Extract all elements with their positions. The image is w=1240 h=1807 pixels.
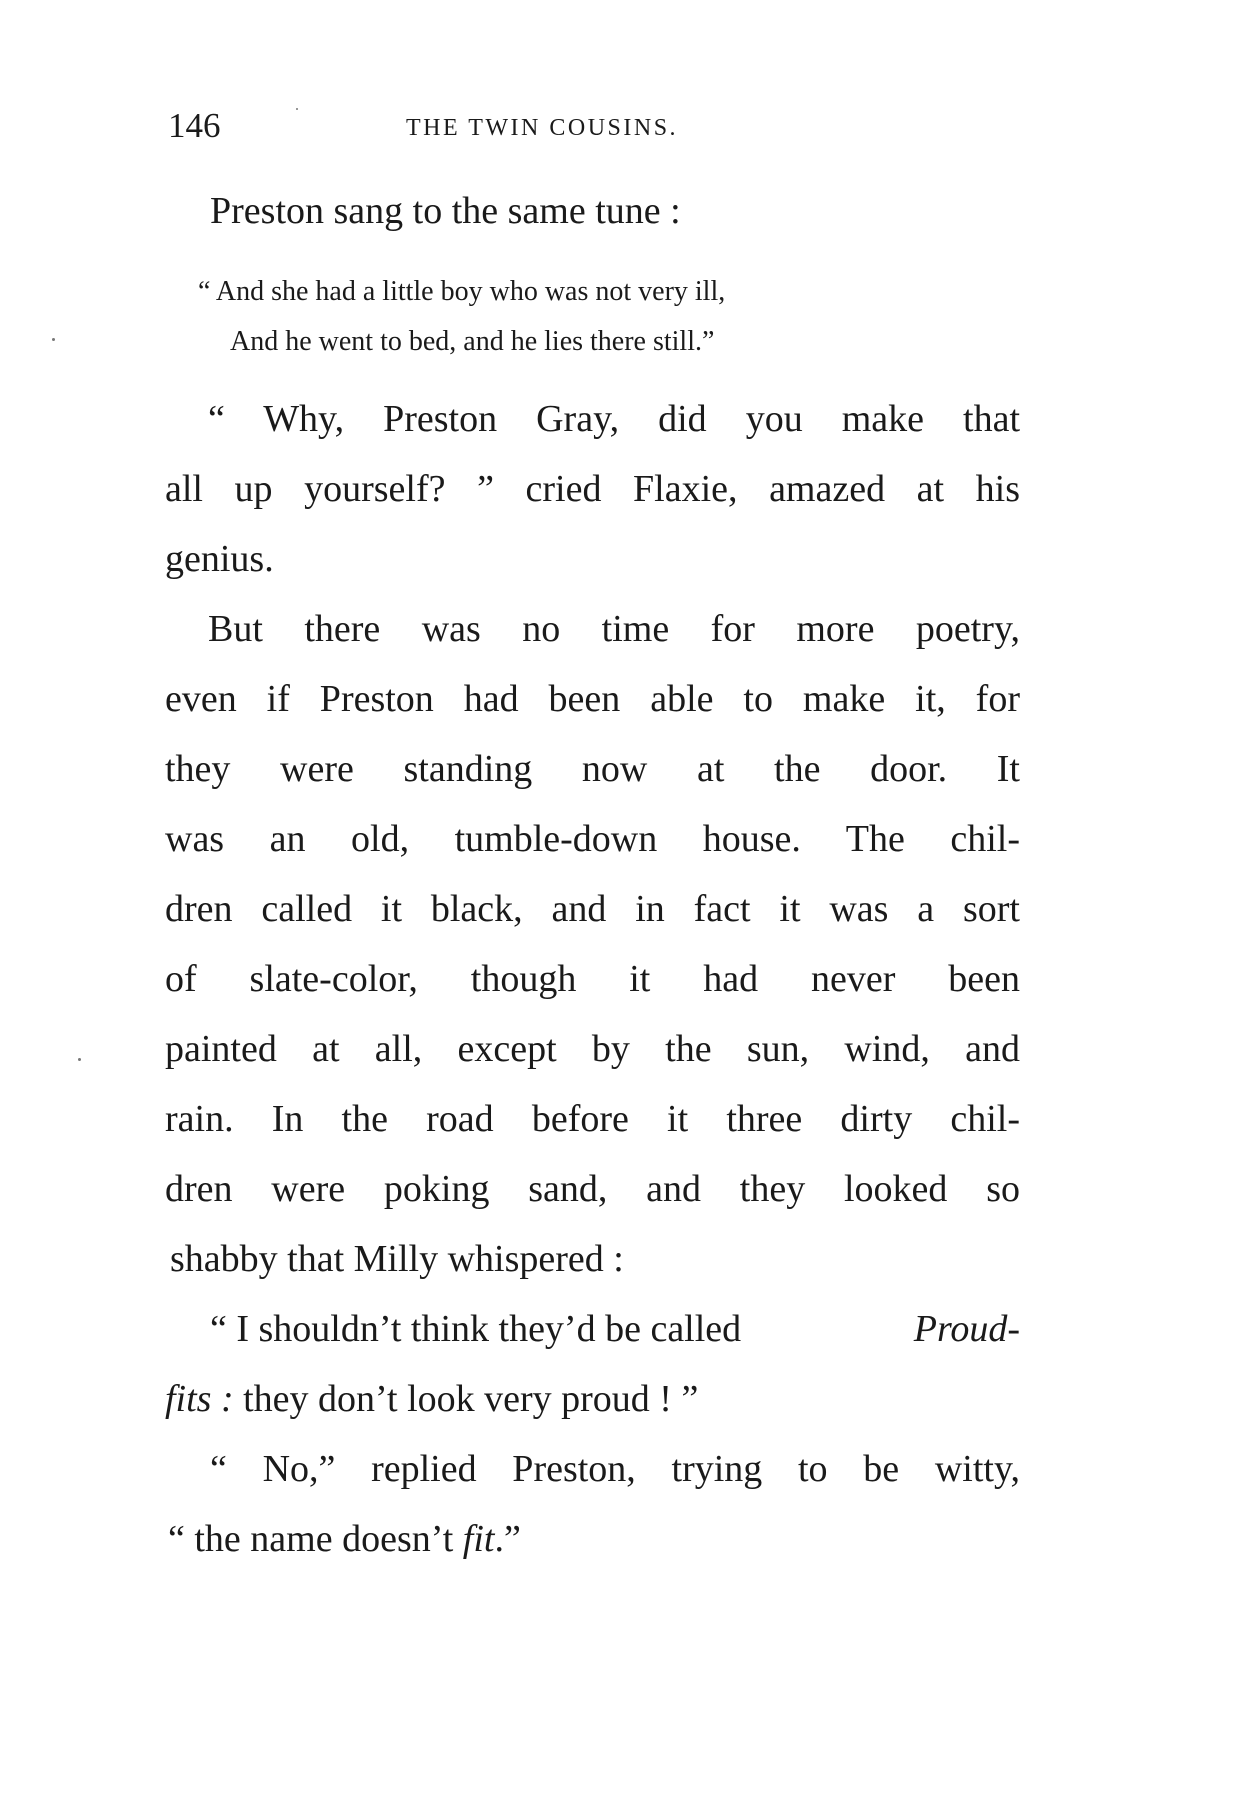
italic-word: Proud-	[913, 1308, 1020, 1350]
paragraph-line: But there was no time for more poetry,	[208, 608, 1020, 650]
paragraph-line	[210, 1304, 1020, 1354]
verse-line-2: And he went to bed, and he lies there still.”	[230, 326, 715, 357]
line-text: they don’t look very proud ! ”	[233, 1378, 699, 1420]
paragraph-line: all up yourself? ” cried Flaxie, amazed at his	[165, 468, 1020, 510]
paragraph-line: genius.	[165, 538, 274, 580]
paragraph-line: painted at all, except by the sun, wind, and	[165, 1028, 1020, 1070]
paragraph-line: even if Preston had been able to make it, for	[165, 678, 1020, 720]
paragraph-line: they were standing now at the door. It	[165, 748, 1020, 790]
line-text: .”	[494, 1518, 521, 1560]
paper-speck	[78, 1058, 81, 1061]
page-header	[168, 104, 778, 148]
paragraph-line: “ Why, Preston Gray, did you make that	[208, 398, 1020, 440]
running-title: THE TWIN COUSINS.	[406, 115, 679, 141]
italic-word: fit	[462, 1518, 495, 1560]
verse-line-1: “ And she had a little boy who was not very ill,	[198, 276, 726, 307]
italic-word: fits :	[165, 1378, 234, 1420]
intro-line: Preston sang to the same tune :	[210, 190, 681, 232]
line-text: “ the name doesn’t	[168, 1518, 463, 1560]
paragraph-line: shabby that Milly whispered :	[170, 1238, 624, 1280]
paragraph-line: “ No,” replied Preston, trying to be witty,	[210, 1448, 1020, 1490]
paper-speck	[52, 338, 55, 341]
paragraph-line: dren were poking sand, and they looked so	[165, 1168, 1020, 1210]
page-number: 146	[168, 106, 221, 145]
paragraph-line: of slate-color, though it had never been	[165, 958, 1020, 1000]
paragraph-line: dren called it black, and in fact it was a sort	[165, 888, 1020, 930]
paper-speck	[296, 108, 298, 110]
paragraph-line: rain. In the road before it three dirty chil-	[165, 1098, 1020, 1140]
paragraph-line: was an old, tumble-down house. The chil-	[165, 818, 1020, 860]
paragraph-line	[165, 1374, 698, 1424]
line-text: “ I shouldn’t think they’d be called	[210, 1308, 742, 1350]
paragraph-line	[168, 1514, 521, 1564]
